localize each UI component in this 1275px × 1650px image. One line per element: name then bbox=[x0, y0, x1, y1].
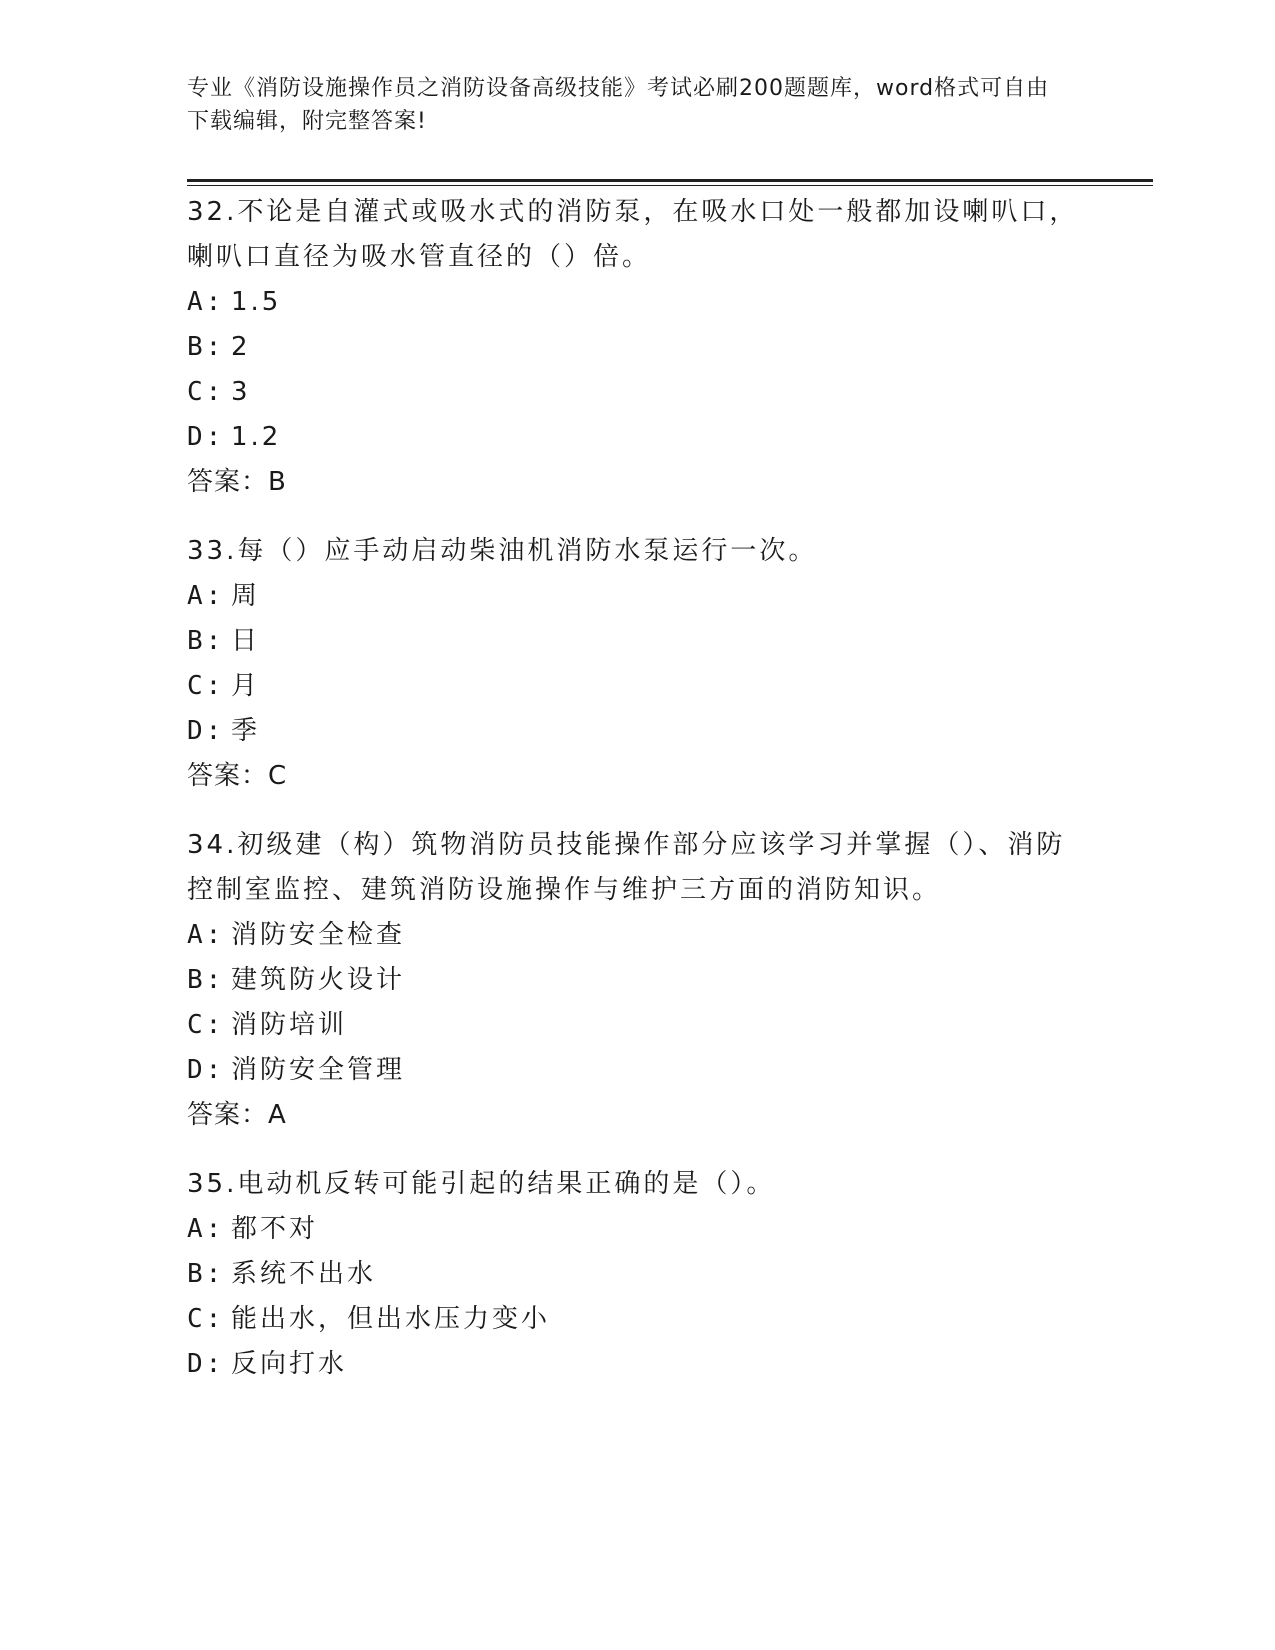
option-letter: A: bbox=[187, 1214, 225, 1244]
question-stem: 32.不论是自灌式或吸水式的消防泵，在吸水口处一般都加设喇叭口，喇叭口直径为吸水管直径的（）倍。 bbox=[187, 197, 1079, 272]
question-34 bbox=[187, 823, 1087, 1138]
option-letter: B: bbox=[187, 332, 225, 362]
option-a bbox=[187, 913, 1087, 958]
option-letter: D: bbox=[187, 1055, 225, 1085]
option-text: 消防安全管理 bbox=[231, 1055, 406, 1085]
option-d bbox=[187, 709, 1087, 754]
option-letter: B: bbox=[187, 965, 225, 995]
header-rule-thick bbox=[187, 179, 1153, 182]
option-a bbox=[187, 1207, 1087, 1252]
option-d bbox=[187, 1048, 1087, 1093]
document-header: 专业《消防设施操作员之消防设备高级技能》考试必刷200题题库，word格式可自由下载编辑，附完整答案! bbox=[187, 76, 1050, 134]
option-d bbox=[187, 415, 1087, 460]
question-list bbox=[187, 190, 1087, 1411]
option-text: 1.5 bbox=[231, 287, 282, 317]
option-letter: A: bbox=[187, 581, 225, 611]
question-stem: 34.初级建（构）筑物消防员技能操作部分应该学习并掌握（）、消防控制室监控、建筑消防设施操作与维护三方面的消防知识。 bbox=[187, 830, 1066, 905]
question-stem: 35.电动机反转可能引起的结果正确的是（）。 bbox=[187, 1169, 776, 1199]
option-text: 2 bbox=[231, 332, 251, 362]
option-letter: D: bbox=[187, 1349, 225, 1379]
question-35 bbox=[187, 1162, 1087, 1387]
option-letter: C: bbox=[187, 1010, 225, 1040]
option-a bbox=[187, 280, 1087, 325]
option-c bbox=[187, 1297, 1087, 1342]
option-c bbox=[187, 664, 1087, 709]
option-text: 建筑防火设计 bbox=[231, 965, 406, 995]
option-text: 消防安全检查 bbox=[231, 920, 406, 950]
option-letter: A: bbox=[187, 287, 225, 317]
option-text: 系统不出水 bbox=[231, 1259, 377, 1289]
option-c bbox=[187, 370, 1087, 415]
option-text: 3 bbox=[231, 377, 251, 407]
option-letter: B: bbox=[187, 1259, 225, 1289]
option-letter: A: bbox=[187, 920, 225, 950]
option-letter: C: bbox=[187, 377, 225, 407]
option-letter: C: bbox=[187, 1304, 225, 1334]
question-33 bbox=[187, 529, 1087, 799]
question-32 bbox=[187, 190, 1087, 505]
option-c bbox=[187, 1003, 1087, 1048]
option-text: 反向打水 bbox=[231, 1349, 348, 1379]
answer-line: 答案：C bbox=[187, 761, 288, 791]
option-letter: D: bbox=[187, 716, 225, 746]
option-a bbox=[187, 574, 1087, 619]
option-text: 季 bbox=[231, 716, 261, 746]
option-text: 月 bbox=[231, 671, 261, 701]
question-stem: 33.每（）应手动启动柴油机消防水泵运行一次。 bbox=[187, 536, 818, 566]
option-letter: D: bbox=[187, 422, 225, 452]
header-rule-thin bbox=[187, 185, 1153, 186]
answer-line: 答案：A bbox=[187, 1100, 287, 1130]
option-text: 周 bbox=[231, 581, 261, 611]
option-text: 消防培训 bbox=[231, 1010, 348, 1040]
option-b bbox=[187, 958, 1087, 1003]
option-text: 1.2 bbox=[231, 422, 282, 452]
option-text: 都不对 bbox=[231, 1214, 319, 1244]
answer-line: 答案：B bbox=[187, 467, 287, 497]
option-letter: C: bbox=[187, 671, 225, 701]
option-b bbox=[187, 1252, 1087, 1297]
option-b bbox=[187, 325, 1087, 370]
option-d bbox=[187, 1342, 1087, 1387]
option-letter: B: bbox=[187, 626, 225, 656]
option-b bbox=[187, 619, 1087, 664]
option-text: 日 bbox=[231, 626, 261, 656]
option-text: 能出水，但出水压力变小 bbox=[231, 1304, 551, 1334]
